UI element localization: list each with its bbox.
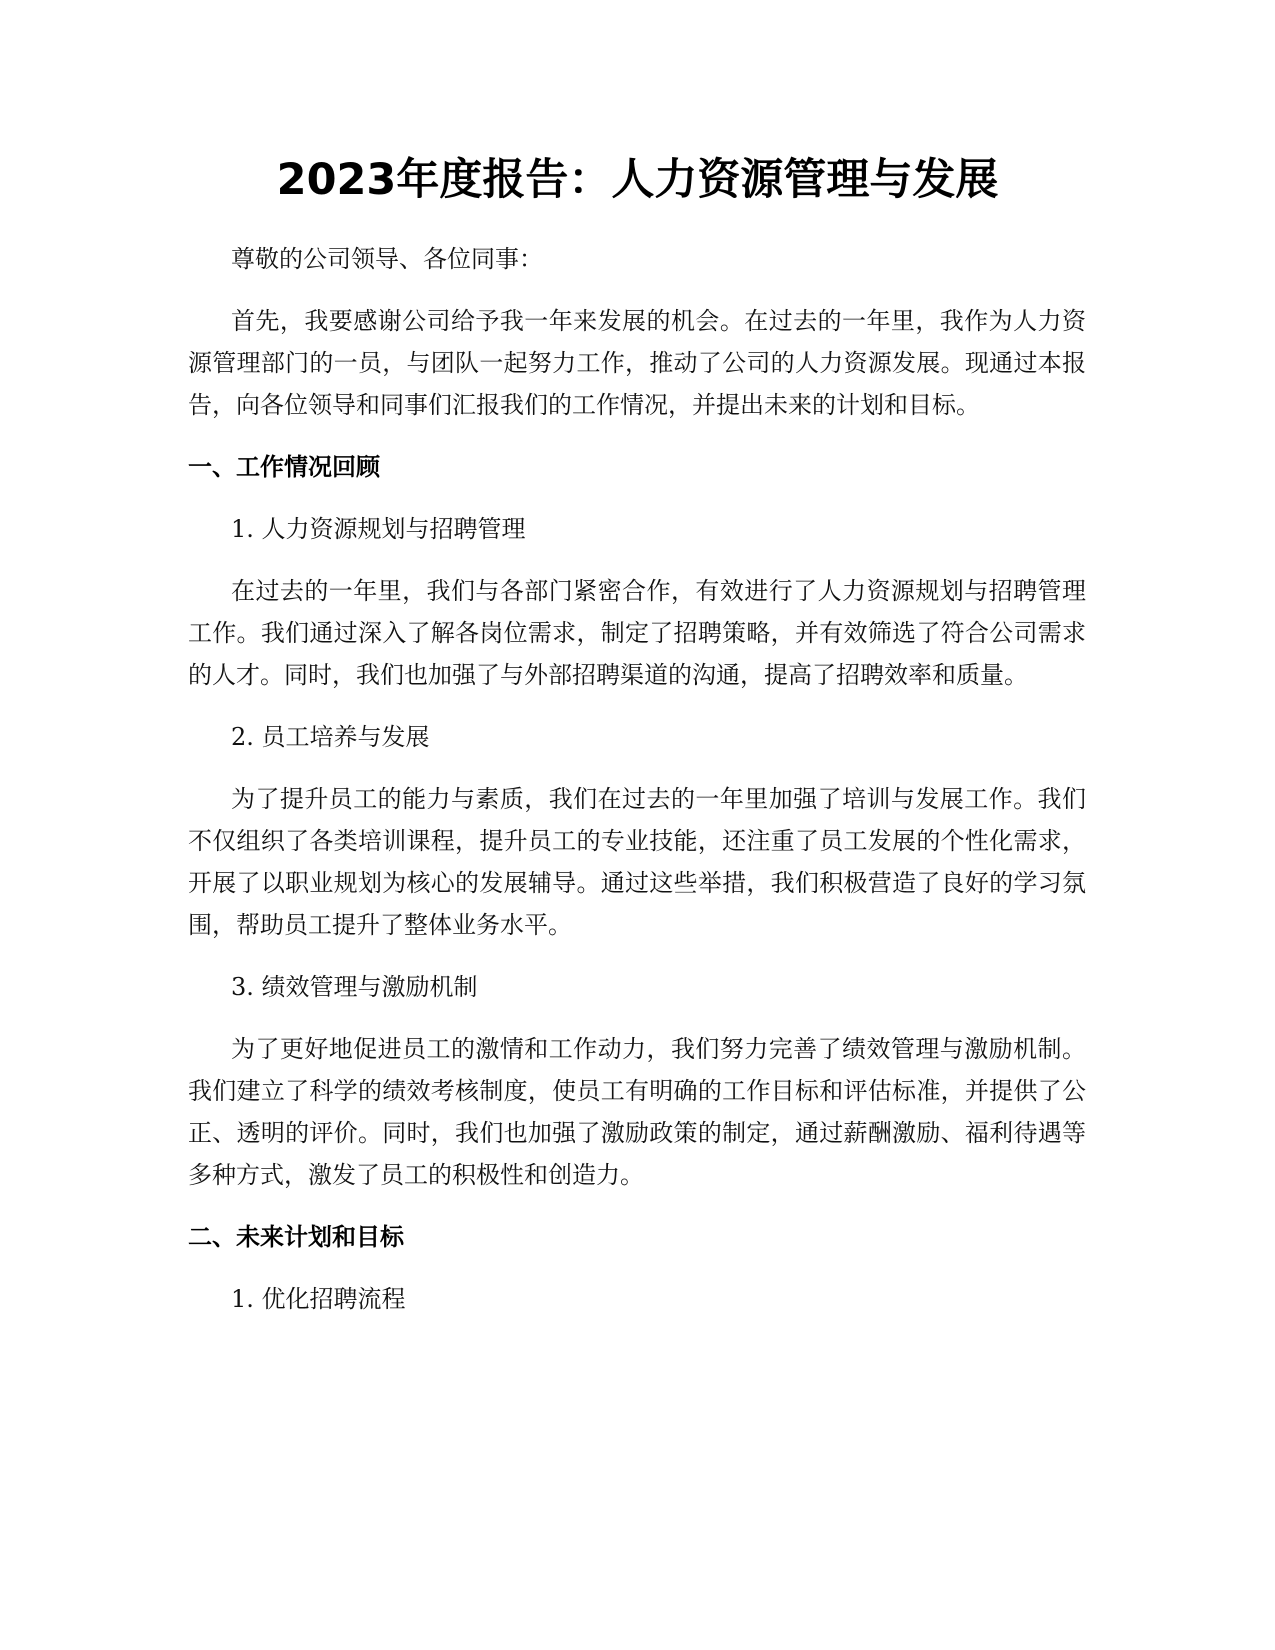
paragraph-recruitment: 在过去的一年里，我们与各部门紧密合作，有效进行了人力资源规划与招聘管理工作。我们通过深入了解各岗位需求，制定了招聘策略，并有效筛选了符合公司需求的人才。同时，我们也加强了与外部招聘渠道的沟通，提高了招聘效率和质量。 xyxy=(188,577,1086,689)
paragraph-performance: 为了更好地促进员工的激情和工作动力，我们努力完善了绩效管理与激励机制。我们建立了科学的绩效考核制度，使员工有明确的工作目标和评估标准，并提供了公正、透明的评价。同时，我们也加强了激励政策的制定，通过薪酬激励、福利待遇等多种方式，激发了员工的积极性和创造力。 xyxy=(188,1035,1086,1189)
item-title-recruitment: 1. 人力资源规划与招聘管理 xyxy=(231,515,526,543)
document-title: 2023年度报告：人力资源管理与发展 xyxy=(276,155,999,205)
greeting: 尊敬的公司领导、各位同事： xyxy=(231,245,543,273)
section-heading-plans: 二、未来计划和目标 xyxy=(188,1223,404,1251)
item-title-optimize-recruitment: 1. 优化招聘流程 xyxy=(231,1285,406,1313)
item-title-performance: 3. 绩效管理与激励机制 xyxy=(231,973,478,1001)
section-heading-review: 一、工作情况回顾 xyxy=(188,453,380,481)
document-body xyxy=(188,238,1086,1340)
item-title-training: 2. 员工培养与发展 xyxy=(231,723,430,751)
intro-paragraph: 首先，我要感谢公司给予我一年来发展的机会。在过去的一年里，我作为人力资源管理部门的一员，与团队一起努力工作，推动了公司的人力资源发展。现通过本报告，向各位领导和同事们汇报我们的工作情况，并提出未来的计划和目标。 xyxy=(188,307,1086,419)
paragraph-training: 为了提升员工的能力与素质，我们在过去的一年里加强了培训与发展工作。我们不仅组织了各类培训课程，提升员工的专业技能，还注重了员工发展的个性化需求，开展了以职业规划为核心的发展辅导。通过这些举措，我们积极营造了良好的学习氛围，帮助员工提升了整体业务水平。 xyxy=(188,785,1086,939)
